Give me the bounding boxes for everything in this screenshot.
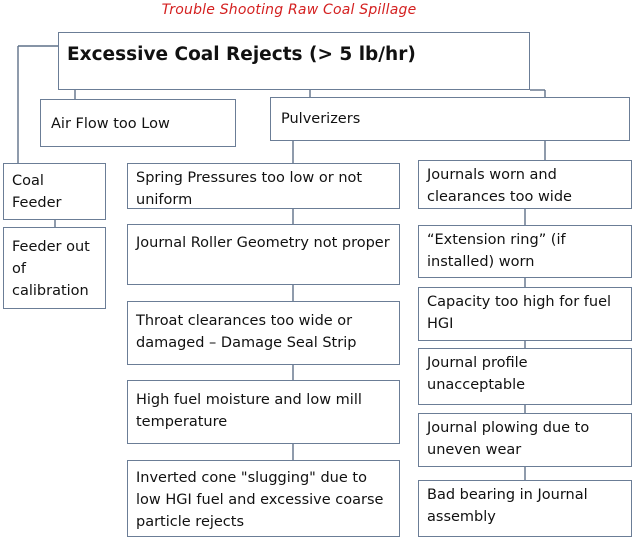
cause-throat-clearances: Throat clearances too wide or damaged – Damage Seal Strip	[127, 301, 400, 365]
root-node: Excessive Coal Rejects (> 5 lb/hr)	[58, 32, 530, 90]
pulverizers-node: Pulverizers	[270, 97, 630, 141]
air-flow-node: Air Flow too Low	[40, 99, 236, 147]
cause-extension-ring: “Extension ring” (if installed) worn	[418, 225, 632, 278]
feeder-calibration-node: Feeder out of calibration	[3, 227, 106, 309]
cause-roller-geometry: Journal Roller Geometry not proper	[127, 224, 400, 285]
cause-journals-worn: Journals worn and clearances too wide	[418, 160, 632, 209]
cause-journal-plowing: Journal plowing due to uneven wear	[418, 413, 632, 467]
cause-fuel-moisture: High fuel moisture and low mill temperature	[127, 380, 400, 444]
cause-inverted-cone: Inverted cone "slugging" due to low HGI fuel and excessive coarse particle rejects	[127, 460, 400, 537]
diagram-title: Trouble Shooting Raw Coal Spillage	[161, 2, 417, 18]
coal-feeder-node: Coal Feeder	[3, 163, 106, 220]
cause-journal-profile: Journal profile unacceptable	[418, 348, 632, 405]
cause-capacity-high: Capacity too high for fuel HGI	[418, 287, 632, 341]
cause-spring-pressures: Spring Pressures too low or not uniform	[127, 163, 400, 209]
cause-bad-bearing: Bad bearing in Journal assembly	[418, 480, 632, 537]
